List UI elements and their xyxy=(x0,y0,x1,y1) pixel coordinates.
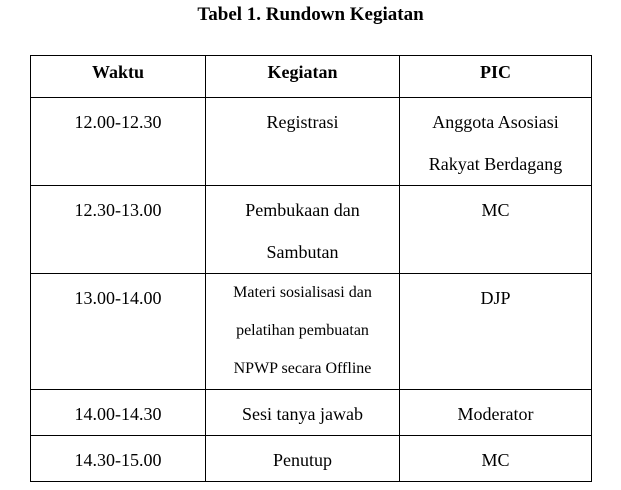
kegiatan-text: Penutup xyxy=(272,450,332,470)
header-waktu: Waktu xyxy=(31,56,206,98)
cell-waktu xyxy=(31,274,206,390)
pic-text: Anggota Asosiasi Rakyat Berdagang xyxy=(428,112,563,174)
waktu-text: 14.30-15.00 xyxy=(74,450,162,470)
table-row xyxy=(31,274,592,390)
cell-waktu xyxy=(31,186,206,274)
cell-kegiatan xyxy=(206,98,400,186)
table-header-row xyxy=(31,56,592,98)
waktu-text: 12.30-13.00 xyxy=(74,200,162,220)
pic-text: MC xyxy=(481,450,510,470)
cell-kegiatan xyxy=(206,390,400,436)
cell-pic xyxy=(400,390,592,436)
cell-kegiatan xyxy=(206,436,400,482)
cell-pic xyxy=(400,274,592,390)
table-row xyxy=(31,436,592,482)
kegiatan-text: Registrasi xyxy=(266,112,339,132)
cell-waktu xyxy=(31,98,206,186)
rundown-table xyxy=(30,55,592,482)
table-row xyxy=(31,390,592,436)
cell-kegiatan xyxy=(206,274,400,390)
waktu-text: 13.00-14.00 xyxy=(74,288,162,308)
cell-pic xyxy=(400,98,592,186)
table-title: Tabel 1. Rundown Kegiatan xyxy=(197,4,424,25)
cell-pic xyxy=(400,436,592,482)
kegiatan-text: Pembukaan dan Sambutan xyxy=(245,200,360,262)
table-row xyxy=(31,186,592,274)
table-row xyxy=(31,98,592,186)
cell-waktu xyxy=(31,436,206,482)
kegiatan-text: Materi sosialisasi dan pelatihan pembuatan NPWP secara Offline xyxy=(233,284,372,377)
waktu-text: 12.00-12.30 xyxy=(74,112,162,132)
pic-text: Moderator xyxy=(457,404,534,424)
header-kegiatan: Kegiatan xyxy=(206,56,400,98)
waktu-text: 14.00-14.30 xyxy=(74,404,162,424)
kegiatan-text: Sesi tanya jawab xyxy=(242,404,363,424)
pic-text: DJP xyxy=(480,288,511,308)
cell-kegiatan xyxy=(206,186,400,274)
pic-text: MC xyxy=(481,200,510,220)
header-pic: PIC xyxy=(400,56,592,98)
cell-pic xyxy=(400,186,592,274)
cell-waktu xyxy=(31,390,206,436)
